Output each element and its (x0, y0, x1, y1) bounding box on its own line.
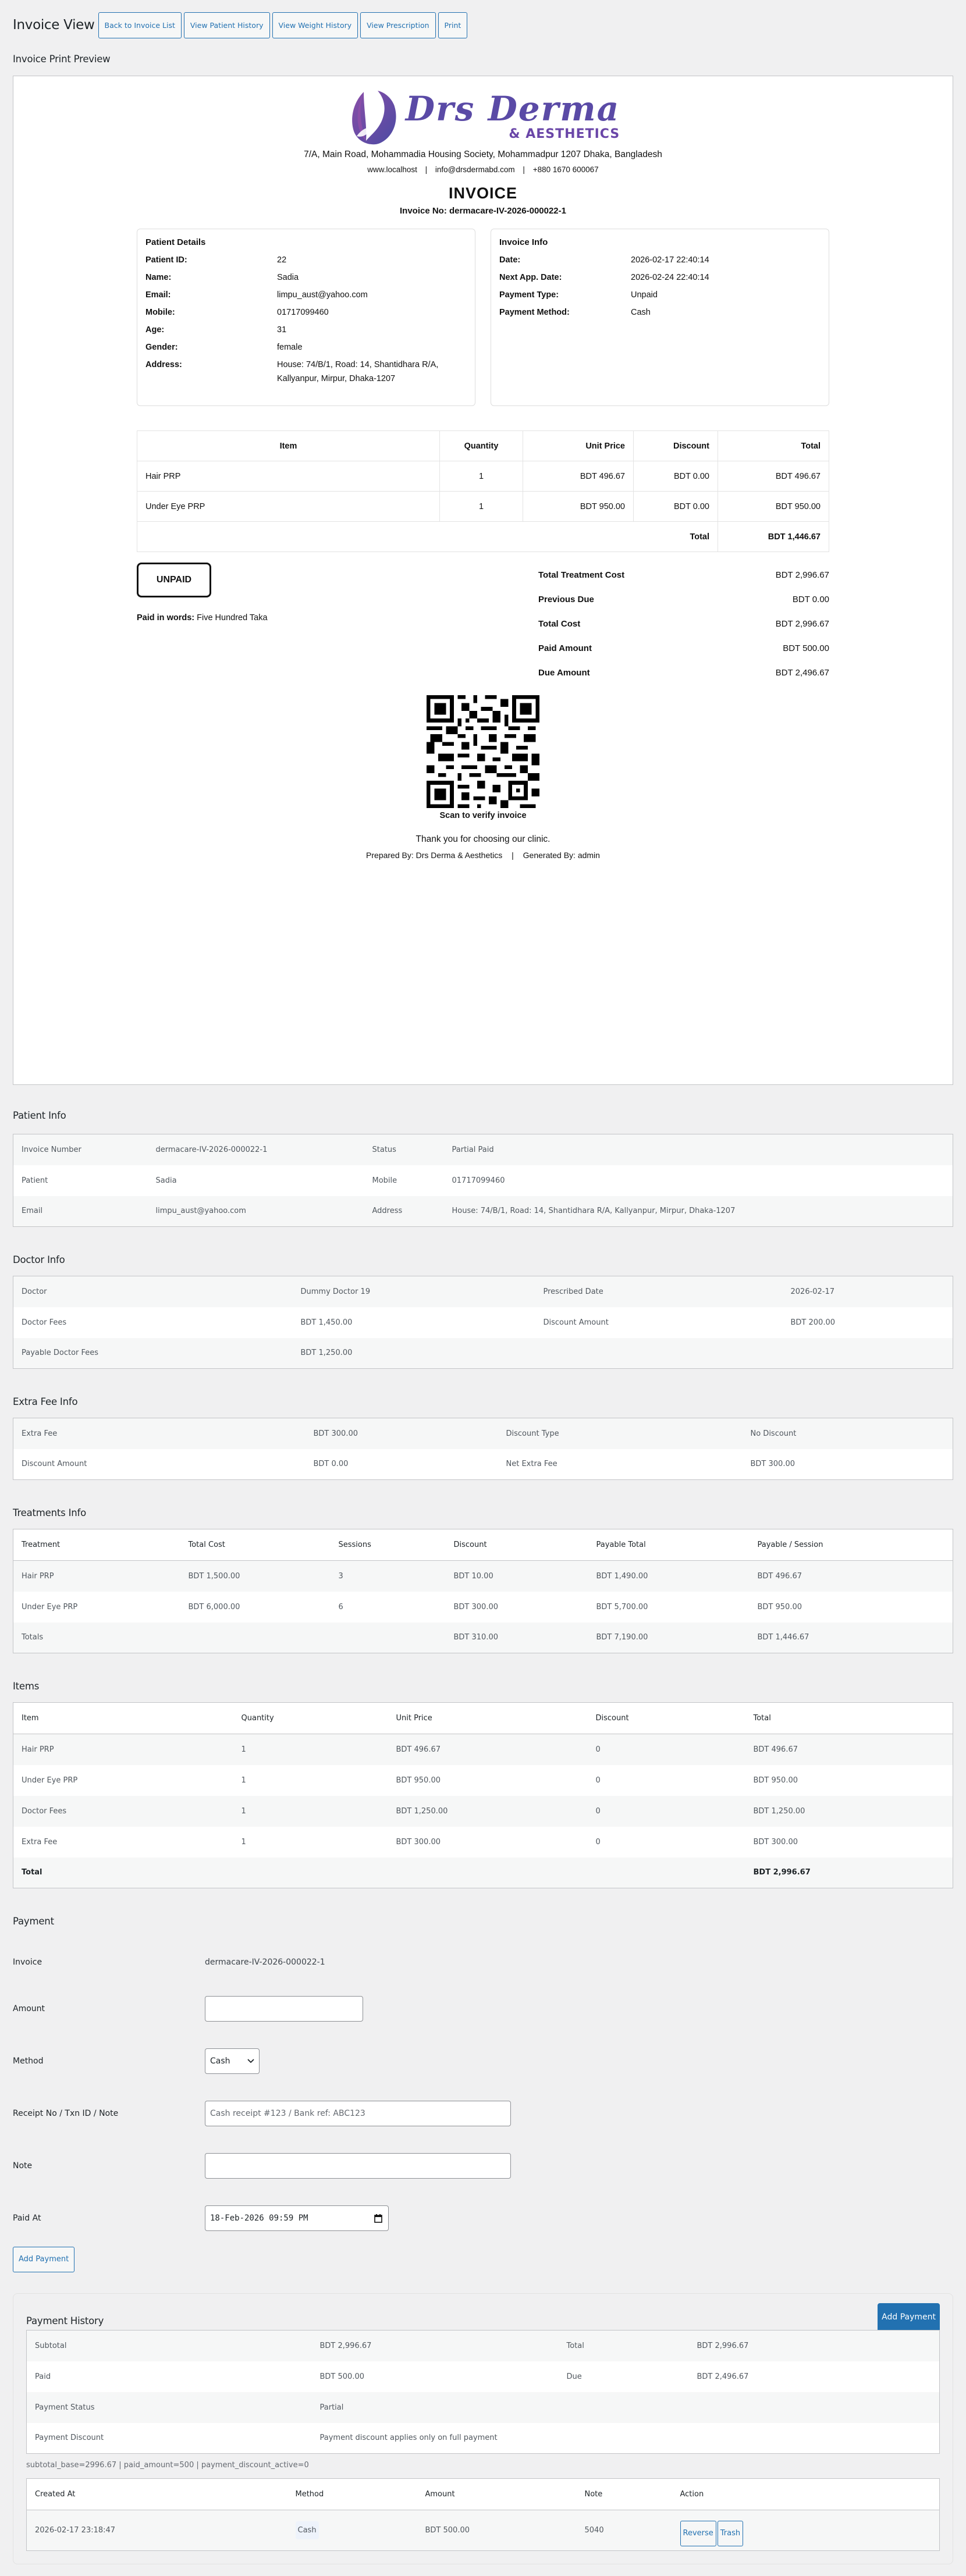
thank-you-message: Thank you for choosing our clinic. (415, 834, 551, 844)
patient-email: limpu_aust@yahoo.com (277, 290, 368, 300)
patient-name: Sadia (277, 273, 299, 282)
items-table: Item Quantity Unit Price Discount Total Hair PRP 1 BDT 496.67 0 BDT 496.67 Under Eye PRP 1 BDT 950.00 0 BDT 950.00 Doctor Fees 1 BDT 1,250.00 0 BDT 1,250.00 Extra Fee 1 BDT 300.00 0 BDT 300.00 Total BDT 2,996.67 (13, 1702, 953, 1888)
extra-fee-info-title: Extra Fee Info (13, 1396, 78, 1407)
doctor-info-table (13, 1276, 953, 1369)
amount-input[interactable] (205, 1996, 363, 2022)
table-row: Extra Fee BDT 300.00 Discount Type No Discount (13, 1418, 953, 1449)
add-payment-button[interactable]: Add Payment (878, 2303, 940, 2330)
calendar-icon[interactable] (374, 2214, 382, 2223)
qr-code-icon (427, 695, 539, 808)
table-totals-row: Totals BDT 310.00 BDT 7,190.00 BDT 1,446.67 (13, 1623, 953, 1653)
note-input[interactable] (205, 2153, 511, 2179)
payment-status: Partial (319, 2403, 344, 2412)
table-row: 2026-02-17 23:18:47 Cash BDT 500.00 5040 Reverse Trash (27, 2510, 940, 2551)
method-badge: Cash (296, 2521, 319, 2539)
items-title: Items (13, 1680, 40, 1692)
method-select[interactable]: Cash (205, 2048, 260, 2074)
total-treatment-cost: BDT 2,996.67 (775, 570, 829, 580)
patient-id: 22 (277, 255, 287, 265)
view-prescription-button[interactable]: View Prescription (360, 12, 435, 38)
table-row: Hair PRP 1 BDT 496.67 0 BDT 496.67 (13, 1734, 953, 1765)
payment-history-title: Payment History (26, 2315, 104, 2326)
table-row: Payment Discount Payment discount applies only on full payment (27, 2423, 940, 2454)
print-button[interactable]: Print (438, 12, 468, 38)
doctor-info-title: Doctor Info (13, 1254, 65, 1265)
paid-at-input[interactable]: 18-Feb-2026 09:59 PM (205, 2205, 389, 2231)
add-payment-submit-button[interactable]: Add Payment (13, 2247, 74, 2272)
table-row: Paid BDT 500.00 Due BDT 2,496.67 (27, 2361, 940, 2392)
table-row: Discount Amount BDT 0.00 Net Extra Fee BDT 300.00 (13, 1449, 953, 1480)
table-row: Subtotal BDT 2,996.67 Total BDT 2,996.67 (27, 2331, 940, 2361)
invoice-info-card: Invoice Info Date: 2026-02-17 22:40:14 Next App. Date: 2026-02-24 22:40:14 Payment Type: Unpaid Payment Method: Cash (491, 229, 829, 406)
patient-details-title: Patient Details (145, 237, 206, 247)
next-appointment-date: 2026-02-24 22:40:14 (631, 273, 709, 282)
table-row: Extra Fee 1 BDT 300.00 0 BDT 300.00 (13, 1827, 953, 1858)
payment-type: Unpaid (631, 290, 658, 300)
debug-note: subtotal_base=2996.67 | paid_amount=500 | payment_discount_active=0 (26, 2461, 309, 2470)
trash-button[interactable]: Trash (718, 2521, 743, 2546)
invoice-totals: Total Treatment Cost BDT 2,996.67 Previous Due BDT 0.00 Total Cost BDT 2,996.67 Paid Amount BDT 500.00 Due Amount BDT 2,496.67 (538, 570, 829, 678)
patient-details-card: Patient Details Patient ID: 22 Name: Sadia Email: limpu_aust@yahoo.com Mobile: 01717099460 Age: 31 Gender: female Address: House: 74/B/1, Road: 14, Shantidhara R/A, Kallyanpur, Mirpur, Dhaka-1207 (137, 229, 475, 406)
patient-mobile: 01717099460 (277, 308, 329, 317)
invoice-status: Partial Paid (452, 1145, 494, 1154)
invoice-heading: INVOICE (448, 184, 518, 202)
invoice-preview (13, 76, 953, 1085)
table-row: Under Eye PRP BDT 6,000.00 6 BDT 300.00 BDT 5,700.00 BDT 950.00 (13, 1592, 953, 1623)
extra-fee-info-table (13, 1418, 953, 1480)
table-row: Doctor Dummy Doctor 19 Prescribed Date 2026-02-17 (13, 1276, 953, 1307)
treatments-info-table: Treatment Total Cost Sessions Discount Payable Total Payable / Session Hair PRP BDT 1,500.00 3 BDT 10.00 BDT 1,490.00 BDT 496.67 Under Eye PRP BDT 6,000.00 6 BDT 300.00 BDT 5,700.00 BDT 950.00 Totals BDT 310.00 BDT 7,190.00 BDT 1,446.67 (13, 1529, 953, 1653)
table-total-row: Total BDT 2,996.67 (13, 1858, 953, 1888)
table-row: Hair PRP BDT 1,500.00 3 BDT 10.00 BDT 1,490.00 BDT 496.67 (13, 1561, 953, 1592)
generated-by: Generated By: admin (523, 851, 600, 860)
invoice-items-table: Item Quantity Unit Price Discount Total Hair PRP 1 BDT 496.67 BDT 0.00 BDT 496.67 Under Eye PRP 1 BDT 950.00 BDT 0.00 BDT 950.00 Total BDT 1,446.67 (137, 430, 829, 552)
invoice-number: Invoice No: dermacare-IV-2026-000022-1 (400, 206, 566, 216)
chevron-down-icon (247, 2059, 254, 2063)
invoice-info-title: Invoice Info (499, 237, 548, 247)
clinic-address: 7/A, Main Road, Mohammadia Housing Society, Mohammadpur 1207 Dhaka, Bangladesh (304, 150, 662, 159)
table-row: Patient Sadia Mobile 01717099460 (13, 1165, 953, 1196)
patient-info-title: Patient Info (13, 1109, 66, 1121)
payment-invoice-value: dermacare-IV-2026-000022-1 (205, 1958, 325, 1967)
view-patient-history-button[interactable]: View Patient History (184, 12, 270, 38)
receipt-input[interactable] (205, 2101, 511, 2126)
due-amount: BDT 2,496.67 (775, 667, 829, 678)
paid-in-words: Paid in words: Five Hundred Taka (137, 613, 268, 622)
clinic-contact: www.localhost | info@drsdermabd.com | +880 1670 600067 (367, 165, 599, 174)
back-to-invoice-list-button[interactable]: Back to Invoice List (98, 12, 182, 38)
face-leaf-logo-icon (346, 86, 400, 147)
patient-gender: female (277, 343, 303, 352)
table-row: Payment Status Partial (27, 2392, 940, 2423)
clinic-email: info@drsdermabd.com (435, 165, 515, 174)
table-row: Invoice Number dermacare-IV-2026-000022-1 Status Partial Paid (13, 1134, 953, 1165)
payment-form: Invoice dermacare-IV-2026-000022-1 Amount Method Cash Receipt No / Txn ID / Note Cash receipt #123 / Bank ref: ABC123 Note Paid At 18-Feb-2026 09:59 PM Add Payment (13, 1942, 953, 2272)
total-cost: BDT 2,996.67 (775, 618, 829, 629)
table-row: Hair PRP 1 BDT 496.67 BDT 0.00 BDT 496.67 (137, 461, 829, 492)
unpaid-stamp: UNPAID (137, 563, 211, 597)
view-weight-history-button[interactable]: View Weight History (272, 12, 358, 38)
page-title: Invoice View (13, 17, 95, 33)
table-row: Email limpu_aust@yahoo.com Address House: 74/B/1, Road: 14, Shantidhara R/A, Kallyanpur, Mirpur, Dhaka-1207 (13, 1196, 953, 1227)
clinic-logo (137, 84, 829, 148)
table-row: Doctor Fees 1 BDT 1,250.00 0 BDT 1,250.00 (13, 1796, 953, 1827)
table-row: Payable Doctor Fees BDT 1,250.00 (13, 1338, 953, 1369)
payment-method: Cash (631, 308, 651, 317)
patient-info-table (13, 1134, 953, 1227)
invoice-date: 2026-02-17 22:40:14 (631, 255, 709, 265)
treatments-info-title: Treatments Info (13, 1507, 87, 1518)
table-row: Under Eye PRP 1 BDT 950.00 BDT 0.00 BDT 950.00 (137, 492, 829, 522)
items-grand-total: BDT 2,996.67 (753, 1868, 811, 1877)
invoice-print-preview-title: Invoice Print Preview (13, 54, 111, 65)
qr-caption: Scan to verify invoice (439, 811, 527, 820)
clinic-phone: +880 1670 600067 (532, 165, 599, 174)
previous-due: BDT 0.00 (792, 594, 829, 604)
patient-age: 31 (277, 325, 287, 335)
patient-address: House: 74/B/1, Road: 14, Shantidhara R/A, Kallyanpur, Mirpur, Dhaka-1207 (277, 360, 439, 383)
payment-history-card (13, 2293, 953, 2564)
table-row: Doctor Fees BDT 1,450.00 Discount Amount BDT 200.00 (13, 1307, 953, 1338)
paid-amount: BDT 500.00 (783, 643, 829, 653)
logo-main-text: Drs Derma (405, 89, 620, 129)
invoice-items-total: BDT 1,446.67 (718, 522, 829, 552)
page-header (13, 0, 953, 38)
table-total-row: Total BDT 1,446.67 (137, 522, 829, 552)
payment-history-table: Created At Method Amount Note Action 2026-02-17 23:18:47 Cash BDT 500.00 5040 Reverse Trash (26, 2478, 940, 2551)
payment-summary-table (26, 2330, 940, 2454)
payment-title: Payment (13, 1915, 54, 1927)
table-row: Under Eye PRP 1 BDT 950.00 0 BDT 950.00 (13, 1765, 953, 1796)
reverse-button[interactable]: Reverse (680, 2521, 716, 2546)
clinic-website: www.localhost (367, 165, 417, 174)
logo-sub-text: & AESTHETICS (509, 127, 620, 141)
prepared-by: Prepared By: Drs Derma & Aesthetics | Generated By: admin (366, 851, 600, 860)
